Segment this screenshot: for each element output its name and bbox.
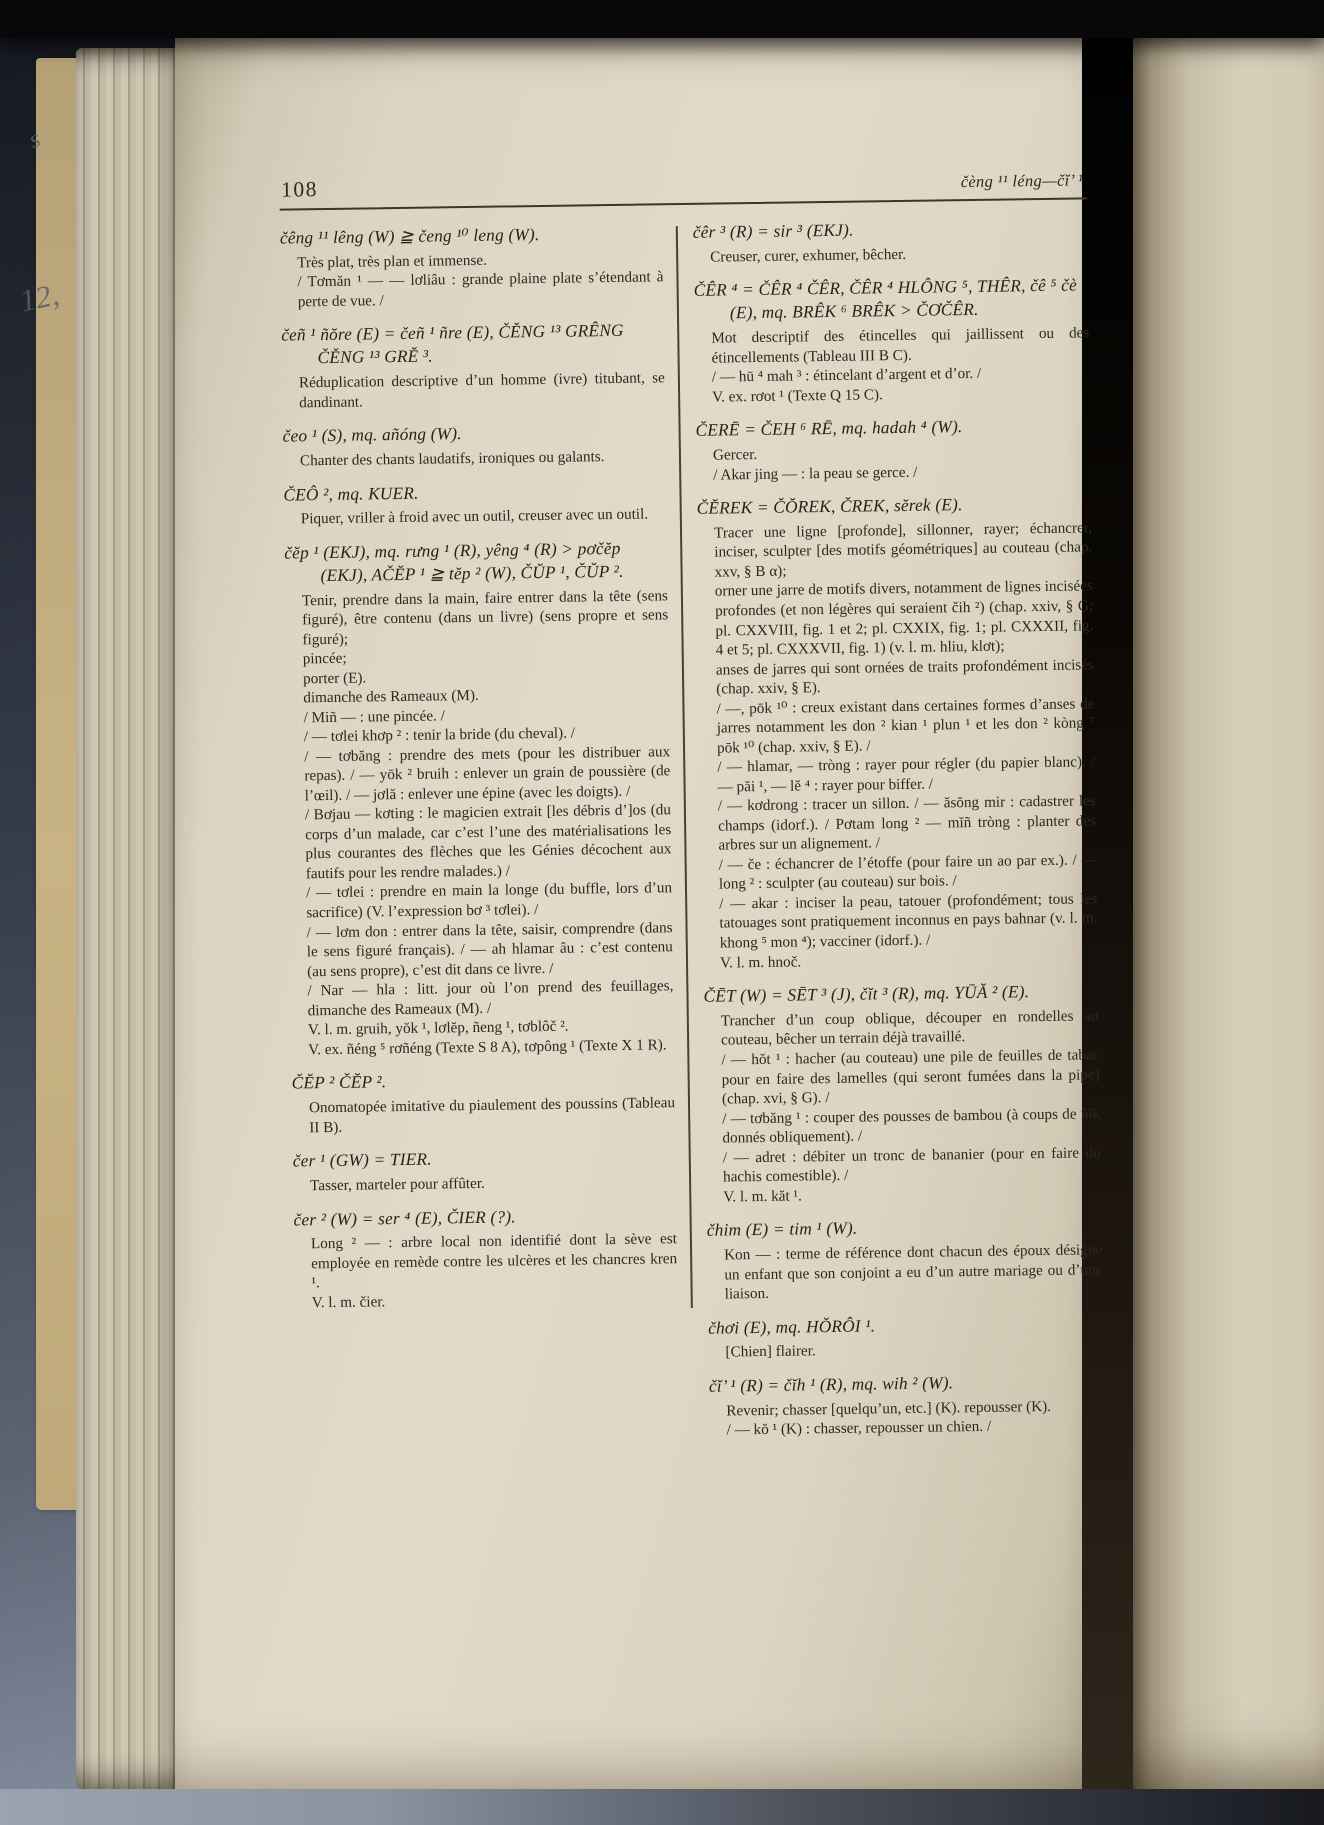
entry-text: / — če : échancrer de l’étoffe (pour faire un ao par ex.). / — long ² : sculpter (au couteau) sur bois. /: [718, 851, 1097, 893]
entry-text: Chanter des chants laudatifs, ironiques ou galants.: [299, 448, 605, 470]
entry-text: Mot descriptif des étincelles qui jaillissent ou des étincellements (Tableau III B C).: [711, 324, 1090, 367]
entry-text: / — tơlei : prendre en main la longe (du buffle, lors d’un sacrifice) (V. l’expression bơ ³ tơlei). /: [305, 879, 673, 922]
entry-text: V. l. m. čier.: [311, 1293, 386, 1312]
entry-text: / — tơlei khơp ² : tenir la bride (du cheval). /: [303, 724, 576, 746]
entry-text: Tracer une ligne [profonde], sillonner, rayer; échancrer, inciser, sculpter [des motifs géométriques] au couteau (chap. xxv, § B α);: [713, 519, 1093, 581]
entry-text: orner une jarre de motifs divers, notamment de lignes incisées profondes (et non légères qui seraient čih ²) (chap. xxiv, § G; pl. CXXVIII, fig. 1 et 2; pl. CXXIX, fig. 1; pl. CXXXII, fig. 4 et 5; pl. CXXXVII, fig. 1) (v. l. m. hliu, klơt);: [714, 577, 1094, 659]
dictionary-entry: [283, 479, 667, 530]
entry-text: / Bơjau — kơting : le magicien extrait [les débris d’]os (du corps d’un malade, car c’est l’une des matérialisations les plus courantes des flèches que les Génies décochent aux fautifs pour les rendre malades.) /: [304, 801, 672, 883]
entry-text: / — hŏt ¹ : hacher (au couteau) une pile de feuilles de tabac pour en faire des lamelles (qui seront fumées dans la pipe) (chap. xvi, § G). /: [721, 1046, 1100, 1108]
dictionary-entry: [284, 537, 674, 1060]
entry-headword: čer ² (W) = ser ⁴ (E), ČIER (?).: [293, 1206, 516, 1230]
dictionary-entry: [293, 1145, 677, 1196]
entry-text: porter (E).: [302, 669, 367, 687]
entry-text: [Chien] flairer.: [725, 1342, 816, 1361]
dictionary-entry: [709, 1370, 1105, 1440]
entry-headword: ČĒT (W) = SĒT ³ (J), čĭt ³ (R), mq. YŪĂ ² (E).: [703, 982, 1030, 1006]
entry-text: dimanche des Rameaux (M).: [303, 687, 479, 707]
entry-text: Creuser, curer, exhumer, bêcher.: [710, 245, 907, 266]
dictionary-entry: [694, 275, 1091, 407]
desk-bottom-edge: [0, 1789, 1324, 1825]
entry-text: V. l. m. kăt ¹.: [723, 1187, 802, 1206]
dictionary-entry: [697, 492, 1099, 973]
entry-text: / Nar — hla : litt. jour où l’on prend des feuillages, dimanche des Rameaux (M). /: [307, 977, 674, 1019]
entry-text: anses de jarres qui sont ornées de traits profondément incisés (chap. xxiv, § E).: [715, 655, 1095, 698]
dictionary-entry: [693, 216, 1089, 267]
entry-text: Tenir, prendre dans la main, faire entrer dans la tête (sens figuré), être contenu (dans un livre) (sens propre et sens figuré);: [301, 586, 669, 648]
entry-text: / — adret : débiter un tronc de bananier (pour en faire du hachis comestible). /: [722, 1143, 1101, 1186]
entry-headword: čer ¹ (GW) = TIER.: [292, 1149, 432, 1171]
entry-text: / — akar : inciser la peau, tatouer (profondément; tous les tatouages sont pratiquement inconnus en pays bahnar (v. l. m. khong ⁵ mon ⁴); vacciner (idorf.). /: [719, 890, 1098, 952]
entry-headword: ČÊR ⁴ = ČÊR ⁴ ČÊR, ČÊR ⁴ HLÔNG ⁵, THÊR, čê ⁵ čè (E), mq. BRÊK ⁶ BRÊK > ČƠČÊR.: [693, 275, 1078, 323]
dictionary-entry: [293, 1204, 677, 1313]
entry-headword: ČERĒ = ČEH ⁶ RĒ, mq. hadah ⁴ (W).: [695, 417, 963, 440]
entry-text: Très plat, très plan et immense.: [297, 251, 488, 272]
entry-text: / Miñ — : une pincée. /: [303, 707, 445, 727]
entry-headword: čeñ ¹ ñŏre (E) = čeñ ¹ ñre (E), ČĚNG ¹³ GRÊNG ČĚNG ¹³ GRĚ ³.: [281, 321, 624, 368]
entry-headword: čĕp ¹ (EKJ), mq. rưng ¹ (R), yêng ⁴ (R) > pơčĕp (EKJ), AČĔP ¹ ≧ tĕp ² (W), ČŬP ¹, ČŬP ².: [284, 538, 624, 585]
dictionary-entry: [283, 420, 667, 471]
entry-text: / — kơdrong : tracer un sillon. / — ăsŏng mir : cadastrer les champs (idorf.). / Pơtam long ² — mĭñ tròng : planter des arbres sur un alignement. /: [717, 792, 1097, 854]
entry-text: Onomatopée imitative du piaulement des poussins (Tableau II B).: [308, 1094, 676, 1136]
entry-text: pincée;: [302, 649, 347, 668]
running-head: čèng ¹¹ léng—čĭ’ ¹: [960, 170, 1084, 192]
column-left: [280, 222, 680, 1459]
dictionary-entry: [707, 1214, 1103, 1304]
entry-text: Revenir; chasser [quelqu’un, etc.] (K). repousser (K).: [726, 1397, 1052, 1420]
page-number: 108: [281, 177, 319, 202]
entry-text: V. ex. rơot ¹ (Texte Q 15 C).: [712, 385, 883, 406]
entry-text: / — tơbăng : prendre des mets (pour les distribuer aux repas). / — yōk ² bruih : enlever un grain de poussière (de l’œil). / — jơlă : enlever une épine (avec les doigts). /: [304, 743, 671, 805]
entry-text: / — kŏ ¹ (K) : chasser, repousser un chien. /: [726, 1418, 992, 1439]
entry-text: Kon — : terme de référence dont chacun des époux désigne un enfant que son conjoint a eu d’un autre mariage ou d’une liaison.: [724, 1241, 1103, 1303]
pencil-annotation: 12,: [16, 276, 62, 319]
entry-text: / Akar jing — : la peau se gerce. /: [713, 463, 918, 484]
entry-text: / — hū ⁴ mah ³ : étincelant d’argent et d’or. /: [711, 364, 982, 386]
entry-text: / — tơbăng ¹ : couper des pousses de bambou (à coups de ñĭk donnés obliquement). /: [722, 1104, 1101, 1147]
column-right: [693, 216, 1105, 1453]
entry-headword: čhim (E) = tim ¹ (W).: [706, 1218, 858, 1240]
entry-text: Tasser, marteler pour affûter.: [309, 1174, 485, 1195]
entry-text: V. l. m. hnoč.: [719, 952, 802, 972]
entry-text: V. ex. ñéng ⁵ rơñéng (Texte S 8 A), tơpông ¹ (Texte X 1 R).: [308, 1036, 667, 1059]
dictionary-entry: [695, 414, 1091, 484]
entry-headword: ČĔREK = ČŎREK, ČREK, sĕrek (E).: [696, 495, 963, 518]
page-edges-stack: [76, 48, 182, 1790]
book-top-shadow: [0, 0, 1324, 38]
entry-text: Réduplication descriptive d’un homme (ivre) titubant, se dandinant.: [298, 369, 665, 411]
dictionary-entry: [280, 222, 664, 312]
column-divider: [676, 226, 693, 1308]
entry-text: Piquer, vriller à froid avec un outil, creuser avec un outil.: [300, 505, 649, 528]
entry-text: Gercer.: [712, 445, 758, 464]
dictionary-entry: [708, 1312, 1104, 1363]
entry-text: / Tơmăn ¹ — — lơliâu : grande plaine plate s’étendant à perte de vue. /: [297, 268, 664, 311]
dictionary-entry: [292, 1067, 676, 1137]
entry-text: / — lơm don : entrer dans la tête, saisir, comprendre (dans le sens figuré français). / — ah hlamar âu : c’est contenu (au sens propre), c’est dit dans ce livre. /: [306, 918, 673, 980]
entry-headword: čhơi (E), mq. HŎRÔI ¹.: [708, 1316, 876, 1338]
dictionary-columns: [280, 216, 1105, 1459]
entry-text: V. l. m. gruih, yŏk ¹, lơlĕp, ñeng ¹, tơblôč ².: [307, 1017, 569, 1039]
dictionary-entry: [703, 980, 1101, 1207]
entry-text: / —, pōk ¹⁰ : creux existant dans certaines formes d’anses de jarres notamment les don ² kian ¹ plun ¹ et les don ² kòng ⁷ pōk ¹⁰ (chap. xxiv, § E). /: [716, 694, 1095, 757]
printed-page-content: [279, 166, 1105, 1459]
entry-headword: čĭ’ ¹ (R) = čĭh ¹ (R), mq. wih ² (W).: [708, 1373, 954, 1396]
entry-headword: čêng ¹¹ lêng (W) ≧ čeng ¹⁰ leng (W).: [279, 225, 540, 248]
right-book-page-edge: [1133, 26, 1324, 1800]
entry-headword: čêr ³ (R) = sir ³ (EKJ).: [692, 220, 854, 242]
entry-headword: ČĔP ² ČĔP ².: [291, 1072, 387, 1093]
entry-headword: čeo ¹ (S), mq. añóng (W).: [282, 424, 462, 446]
entry-text: / — hlamar, — tròng : rayer pour régler (du papier blanc). / — păi ¹, — lĕ ⁴ : rayer pour biffer. /: [717, 753, 1096, 796]
entry-text: Long ² — : arbre local non identifié dont la sève est employée en remède contre les ulcères et les chancres kren ¹.: [310, 1230, 678, 1292]
pencil-annotation: s: [25, 125, 45, 154]
entry-text: Trancher d’un coup oblique, découper en rondelles au couteau, bêcher un terrain déjà travaillé.: [720, 1007, 1099, 1049]
dictionary-entry: [281, 320, 665, 413]
entry-headword: ČEÔ ², mq. KUER.: [283, 483, 419, 505]
